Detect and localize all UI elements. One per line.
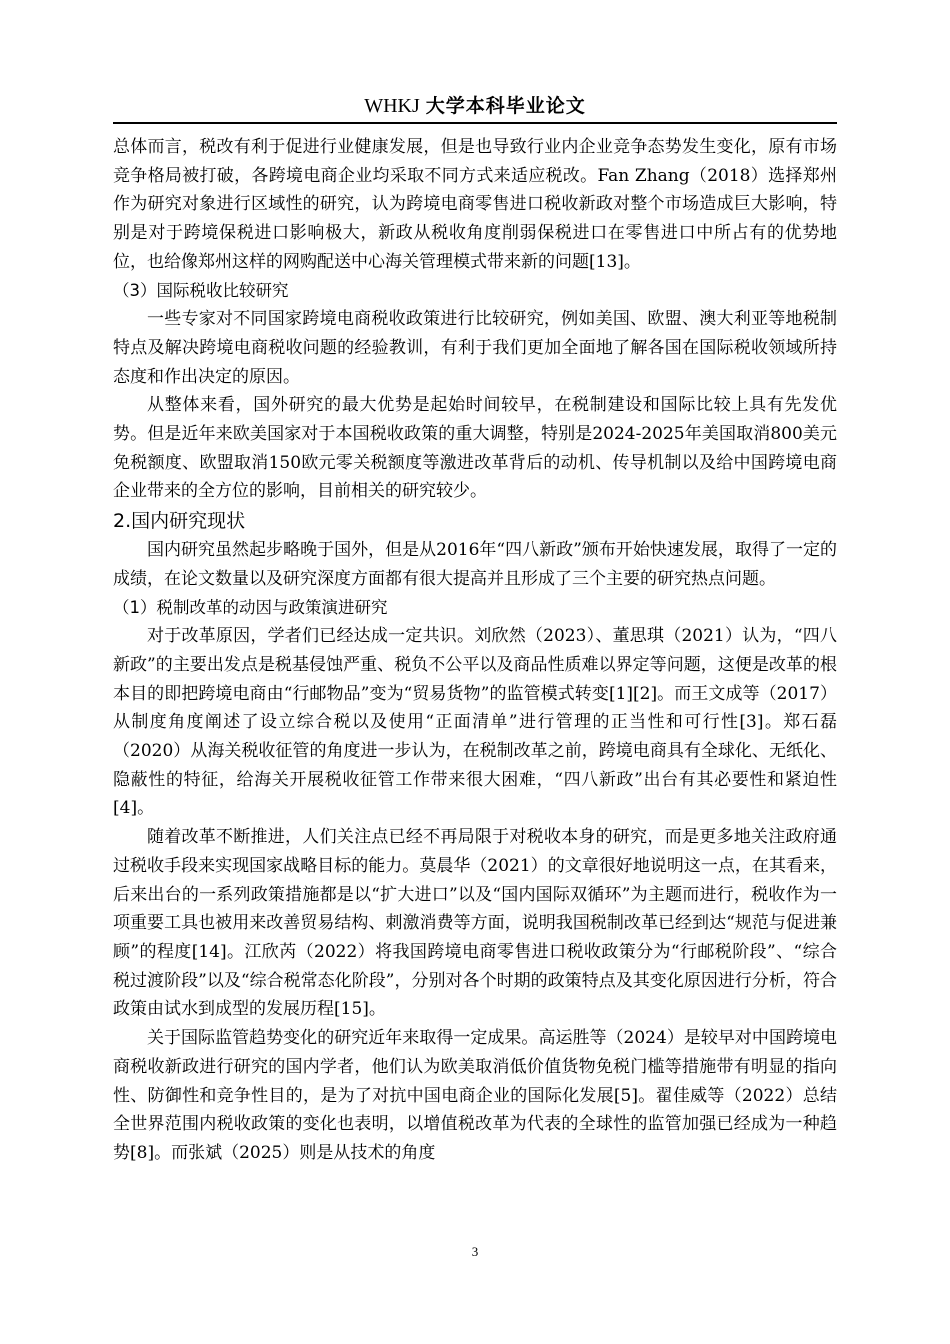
running-header [113, 92, 837, 120]
paragraph-5: 对于改革原因，学者们已经达成一定共识。刘欣然（2023）、董思琪（2021）认为，“四八新政”的主要出发点是税基侵蚀严重、税负不公平以及商品性质难以界定等问题，这便是改革的根本目的即把跨境电商由“行邮物品”变为“贸易货物”的监管模式转变[1][2]。而王文成等（2017）从制度角度阐述了设立综合税以及使用“正面清单”进行管理的正当性和可行性[3]。郑石磊（2020）从海关税收征管的角度进一步认为，在税制改革之前，跨境电商具有全球化、无纸化、隐蔽性的特征，给海关开展税收征管工作带来很大困难，“四八新政”出台有其必要性和紧迫性[4]。 [113, 626, 837, 819]
header-title: 大学本科毕业论文 [425, 95, 586, 117]
paragraph-7: 关于国际监管趋势变化的研究近年来取得一定成果。高运胜等（2024）是较早对中国跨境电商税收新政进行研究的国内学者，他们认为欧美取消低价值货物免税门槛等措施带有明显的指向性、防御性和竞争性目的，是为了对抗中国电商企业的国际化发展[5]。翟佳威等（2022）总结全世界范围内税收政策的变化也表明，以增值税改革为代表的全球性的监管加强已经成为一种趋势[8]。而张斌（2025）则是从技术的角度 [113, 1028, 837, 1163]
page-number: 3 [471, 1244, 479, 1259]
header-prefix: WHKJ [364, 95, 420, 117]
section-heading: 2.国内研究现状 [113, 510, 246, 533]
body-text [113, 133, 837, 1168]
subsection-heading-1: （1）税制改革的动因与政策演进研究 [113, 597, 388, 617]
paragraph-2: 一些专家对不同国家跨境电商税收政策进行比较研究，例如美国、欧盟、澳大利亚等地税制特点及解决跨境电商税收问题的经验教训，有利于我们更加全面地了解各国在国际税收领域所持态度和作出决定的原因。 [113, 309, 837, 387]
paragraph-6: 随着改革不断推进，人们关注点已经不再局限于对税收本身的研究，而是更多地关注政府通过税收手段来实现国家战略目标的能力。莫晨华（2021）的文章很好地说明这一点，在其看来，后来出台的一系列政策措施都是以“扩大进口”以及“国内国际双循环”为主题而进行，税收作为一项重要工具也被用来改善贸易结构、刺激消费等方面，说明我国税制改革已经到达“规范与促进兼顾”的程度[14]。江欣芮（2022）将我国跨境电商零售进口税收政策分为“行邮税阶段”、“综合税过渡阶段”以及“综合税常态化阶段”，分别对各个时期的政策特点及其变化原因进行分析，符合政策由试水到成型的发展历程[15]。 [113, 827, 837, 1020]
paragraph-1: 总体而言，税改有利于促进行业健康发展，但是也导致行业内企业竞争态势发生变化，原有市场竞争格局被打破，各跨境电商企业均采取不同方式来适应税改。Fan Zhang（2018）选择郑州作为研究对象进行区域性的研究，认为跨境电商零售进口税收新政对整个市场造成巨大影响，特别是对于跨境保税进口影响极大，新政从税收角度削弱保税进口在零售进口中所占有的优势地位，也给像郑州这样的网购配送中心海关管理模式带来新的问题[13]。 [113, 137, 837, 272]
subsection-heading-3: （3）国际税收比较研究 [113, 280, 289, 300]
paragraph-4: 国内研究虽然起步略晚于国外，但是从2016年“四八新政”颁布开始快速发展，取得了一定的成绩，在论文数量以及研究深度方面都有很大提高并且形成了三个主要的研究热点问题。 [113, 540, 837, 589]
paragraph-3: 从整体来看，国外研究的最大优势是起始时间较早，在税制建设和国际比较上具有先发优势。但是近年来欧美国家对于本国税收政策的重大调整，特别是2024-2025年美国取消800美元免税额度、欧盟取消150欧元零关税额度等激进改革背后的动机、传导机制以及给中国跨境电商企业带来的全方位的影响，目前相关的研究较少。 [113, 395, 837, 502]
header-rule [113, 122, 837, 124]
